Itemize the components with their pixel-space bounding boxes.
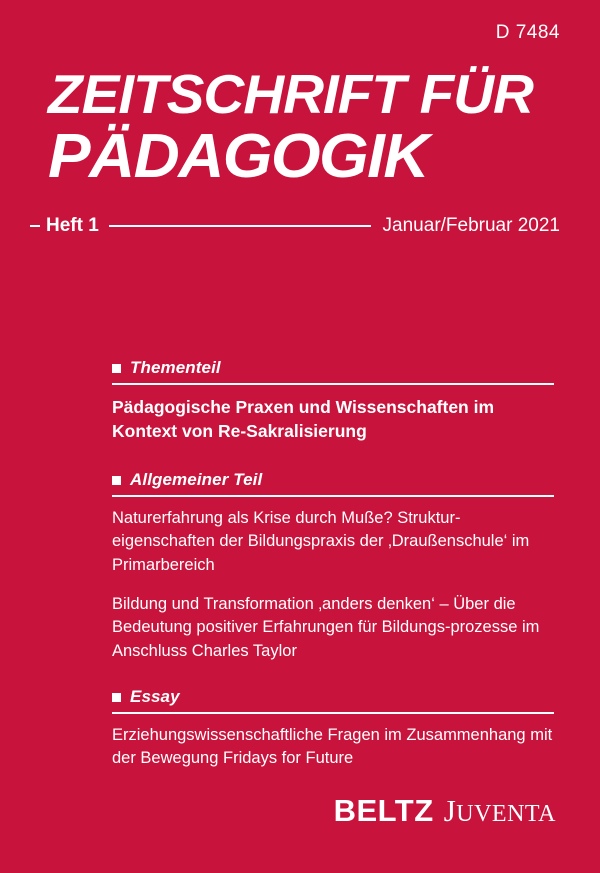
article-title: Bildung und Transformation ‚anders denken‘ – Über die Bedeutung positiver Erfahrungen für Bildungs-prozesse im Anschluss Charles Taylor (112, 594, 540, 660)
issue-date: Januar/Februar 2021 (371, 212, 560, 240)
section-essay (112, 687, 554, 770)
publication-code: D 7484 (495, 22, 560, 43)
issue-number: Heft 1 (40, 212, 109, 240)
section-essay-head (112, 687, 554, 707)
section-allgemeiner-teil (112, 470, 554, 663)
juventa-rest: UVENTA (456, 801, 556, 827)
masthead-line-2: PÄDAGOGIK (48, 122, 428, 192)
spacer-1 (112, 444, 554, 470)
section-allgemeiner-teil-head (112, 470, 554, 490)
article-title: Pädagogische Praxen und Wissenschaften im Kontext von Re-Sakralisierung (112, 396, 495, 442)
article-title: Naturerfahrung als Krise durch Muße? Struktur-eigenschaften der Bildungspraxis der ‚Draußenschule‘ im Primarbereich (112, 508, 530, 574)
section-essay-rule (112, 712, 554, 714)
section-allgemeiner-teil-rule (112, 495, 554, 497)
masthead (48, 63, 560, 192)
contents-list (112, 358, 554, 771)
publisher-name-beltz: BELTZ (333, 793, 434, 828)
section-thementeil-title: Thementeil (130, 358, 221, 377)
spacer-2 (112, 663, 554, 687)
article-title: Erziehungswissenschaftliche Fragen im Zusammenhang mit der Bewegung Fridays for Future (112, 725, 553, 768)
publisher-logo (334, 793, 556, 829)
section-allgemeiner-teil-title: Allgemeiner Teil (130, 470, 263, 490)
square-bullet-icon (112, 364, 121, 373)
publisher-name-juventa (444, 793, 556, 829)
square-bullet-icon (112, 476, 121, 485)
masthead-line-1: ZEITSCHRIFT FÜR (48, 63, 533, 125)
section-thementeil-head (112, 358, 554, 378)
section-thementeil-rule (112, 383, 554, 385)
square-bullet-icon (112, 693, 121, 702)
juventa-initial: J (443, 793, 457, 828)
section-essay-title: Essay (130, 687, 180, 707)
section-thementeil (112, 358, 554, 444)
issue-bar (30, 212, 560, 242)
